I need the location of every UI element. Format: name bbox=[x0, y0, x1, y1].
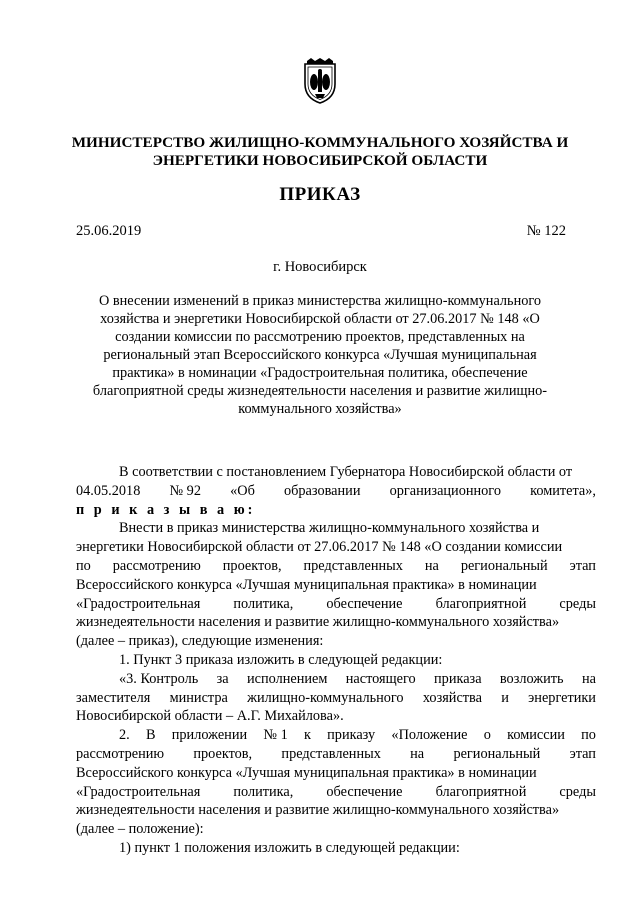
word: заместителя bbox=[76, 689, 151, 706]
body-line: В соответствии с постановлением Губернатора Новосибирской области от bbox=[119, 464, 573, 480]
word: министра bbox=[169, 689, 228, 706]
word: «Положение bbox=[391, 727, 468, 744]
word: возложить bbox=[499, 670, 564, 687]
word: представленных bbox=[303, 557, 403, 574]
word: представленных bbox=[281, 745, 381, 762]
word: этап bbox=[569, 557, 596, 574]
word: по bbox=[76, 557, 91, 574]
body-line-justified bbox=[76, 595, 596, 614]
word: по bbox=[581, 727, 596, 744]
body-line: 1. Пункт 3 приказа изложить в следующей редакции: bbox=[119, 651, 443, 668]
word: приказу bbox=[327, 727, 376, 744]
word: и bbox=[501, 689, 509, 706]
word: о bbox=[483, 727, 491, 744]
body-line: (далее – приказ), следующие изменения: bbox=[76, 633, 324, 650]
body-line-justified bbox=[76, 783, 596, 802]
word: на bbox=[410, 745, 425, 762]
subject-line: создании комиссии по рассмотрению проектов, представленных на bbox=[115, 329, 525, 345]
word: «Об bbox=[230, 482, 255, 499]
word: проектов, bbox=[193, 745, 253, 762]
word: приложении bbox=[171, 727, 248, 744]
subject-line: хозяйства и энергетики Новосибирской области от 27.06.2017 № 148 «О bbox=[100, 311, 540, 327]
word: политика, bbox=[233, 595, 294, 612]
word: образовании bbox=[283, 482, 361, 499]
word: исполнением bbox=[246, 670, 328, 687]
word: обеспечение bbox=[326, 595, 403, 612]
word: энергетики bbox=[528, 689, 596, 706]
word: рассмотрению bbox=[76, 745, 165, 762]
word: к bbox=[303, 727, 311, 744]
order-date: 25.06.2019 bbox=[76, 223, 142, 239]
body-line: Внести в приказ министерства жилищно-коммунального хозяйства и bbox=[119, 520, 540, 537]
body-line-justified bbox=[76, 689, 596, 708]
body-line-justified bbox=[76, 482, 596, 501]
order-number: № 122 bbox=[526, 223, 566, 239]
word: на bbox=[581, 670, 596, 687]
body-line-justified bbox=[76, 726, 596, 745]
word: региональный bbox=[460, 557, 548, 574]
word: приказа bbox=[434, 670, 482, 687]
word: «Градостроительная bbox=[76, 783, 201, 800]
word: региональный bbox=[453, 745, 541, 762]
ministry-name-line: МИНИСТЕРСТВО ЖИЛИЩНО-КОММУНАЛЬНОГО ХОЗЯЙСТВА И bbox=[71, 134, 569, 151]
word: комиссии bbox=[507, 727, 565, 744]
word: № 92 bbox=[169, 482, 201, 499]
word: за bbox=[216, 670, 229, 687]
word: комитета», bbox=[530, 482, 596, 499]
word: организационного bbox=[389, 482, 501, 499]
word: настоящего bbox=[345, 670, 416, 687]
coat-of-arms-icon bbox=[301, 58, 339, 104]
body-line: 1) пункт 1 положения изложить в следующей редакции: bbox=[119, 839, 460, 856]
body-line: энергетики Новосибирской области от 27.06.2017 № 148 «О создании комиссии bbox=[76, 539, 563, 556]
word: политика, bbox=[233, 783, 294, 800]
word: № 1 bbox=[263, 727, 288, 744]
word: благоприятной bbox=[435, 595, 527, 612]
word: жилищно-коммунального bbox=[247, 689, 404, 706]
body-line: Новосибирской области – А.Г. Михайлова». bbox=[76, 708, 344, 725]
subject-line: О внесении изменений в приказ министерства жилищно-коммунального bbox=[98, 293, 542, 309]
document-type-title: ПРИКАЗ bbox=[279, 184, 361, 205]
word: благоприятной bbox=[435, 783, 527, 800]
body-line-justified bbox=[76, 745, 596, 764]
word: рассмотрению bbox=[112, 557, 201, 574]
subject-line: благоприятной среды жизнедеятельности населения и развитие жилищно- bbox=[92, 383, 548, 399]
word: «Градостроительная bbox=[76, 595, 201, 612]
word: проектов, bbox=[222, 557, 282, 574]
body-line: Всероссийского конкурса «Лучшая муниципальная практика» в номинации bbox=[76, 576, 537, 593]
order-body bbox=[76, 463, 596, 858]
subject-line: коммунального хозяйства» bbox=[238, 401, 402, 417]
word: среды bbox=[559, 595, 596, 612]
word: хозяйства bbox=[422, 689, 482, 706]
word: среды bbox=[559, 783, 596, 800]
word: на bbox=[424, 557, 439, 574]
word: В bbox=[145, 727, 156, 744]
order-directive: п р и к а з ы в а ю: bbox=[76, 501, 256, 518]
word: 04.05.2018 bbox=[76, 482, 141, 499]
body-line: жизнедеятельности населения и развитие жилищно-коммунального хозяйства» bbox=[76, 614, 560, 631]
order-subject bbox=[80, 292, 560, 418]
body-line-justified bbox=[76, 670, 596, 689]
word: 2. bbox=[119, 727, 130, 744]
body-line: жизнедеятельности населения и развитие жилищно-коммунального хозяйства» bbox=[76, 802, 560, 819]
city-name: г. Новосибирск bbox=[273, 259, 367, 275]
body-line: (далее – положение): bbox=[76, 821, 204, 838]
body-line: Всероссийского конкурса «Лучшая муниципальная практика» в номинации bbox=[76, 764, 537, 781]
subject-line: практика» в номинации «Градостроительная политика, обеспечение bbox=[112, 365, 528, 381]
word: обеспечение bbox=[326, 783, 403, 800]
ministry-name-line: ЭНЕРГЕТИКИ НОВОСИБИРСКОЙ ОБЛАСТИ bbox=[152, 152, 488, 169]
subject-line: региональный этап Всероссийского конкурса «Лучшая муниципальная bbox=[103, 347, 537, 363]
body-line-justified bbox=[76, 557, 596, 576]
word: «3. Контроль bbox=[119, 670, 199, 687]
ministry-name bbox=[60, 134, 580, 170]
word: этап bbox=[569, 745, 596, 762]
